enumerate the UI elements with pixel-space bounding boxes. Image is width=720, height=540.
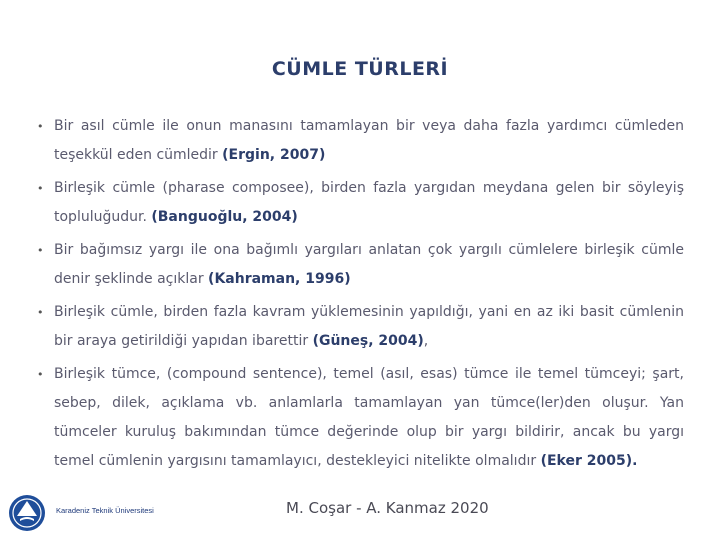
citation: (Güneş, 2004) bbox=[312, 333, 424, 349]
bullet-dot-icon: • bbox=[37, 182, 44, 195]
bullet-text: Birleşik cümle, birden fazla kavram yüklemesinin yapıldığı, yani en az iki basit cümlenin bir araya getirildiği yapıdan ibarettir bbox=[54, 304, 684, 349]
citation: (Eker 2005). bbox=[540, 453, 638, 469]
bullet-item bbox=[34, 174, 684, 232]
footer bbox=[0, 488, 720, 540]
bullet-dot-icon: • bbox=[37, 306, 44, 319]
bullet-item bbox=[34, 360, 684, 476]
university-name: Karadeniz Teknik Üniversitesi bbox=[56, 506, 154, 515]
citation: (Banguoğlu, 2004) bbox=[151, 209, 298, 225]
bullet-text: Bir bağımsız yargı ile ona bağımlı yargıları anlatan çok yargılı cümlelere birleşik cümle denir şeklinde açıklar bbox=[54, 242, 684, 287]
bullet-text: Birleşik tümce, (compound sentence), temel (asıl, esas) tümce ile temel tümceyi; şart, sebep, dilek, açıklama vb. anlamlarla tamamlayan yan tümce(ler)den oluşur. Yan tümceler kuruluş bakımından tümce değerinde olup bir yargı bildirir, ancak bu yargı temel cümlenin yargısını tamamlayıcı, destekleyici nitelikte olmalıdır bbox=[54, 366, 684, 469]
bullet-text: Birleşik cümle (pharase composee), birden fazla yargıdan meydana gelen bir söyleyiş topluluğudur. bbox=[54, 180, 684, 225]
bullet-text: Bir asıl cümle ile onun manasını tamamlayan bir veya daha fazla yardımcı cümleden teşekkül eden cümledir bbox=[54, 118, 684, 163]
footer-authors: M. Coşar - A. Kanmaz 2020 bbox=[286, 499, 489, 517]
bullet-dot-icon: • bbox=[37, 120, 44, 133]
university-seal-icon bbox=[8, 494, 46, 532]
citation: (Ergin, 2007) bbox=[222, 147, 326, 163]
bullet-item bbox=[34, 236, 684, 294]
bullet-item bbox=[34, 298, 684, 356]
bullet-item bbox=[34, 112, 684, 170]
bullet-trailing: , bbox=[423, 333, 429, 349]
bullet-dot-icon: • bbox=[37, 368, 44, 381]
citation: (Kahraman, 1996) bbox=[208, 271, 351, 287]
bullet-list bbox=[34, 112, 684, 480]
bullet-dot-icon: • bbox=[37, 244, 44, 257]
slide-title: CÜMLE TÜRLERİ bbox=[271, 58, 449, 80]
